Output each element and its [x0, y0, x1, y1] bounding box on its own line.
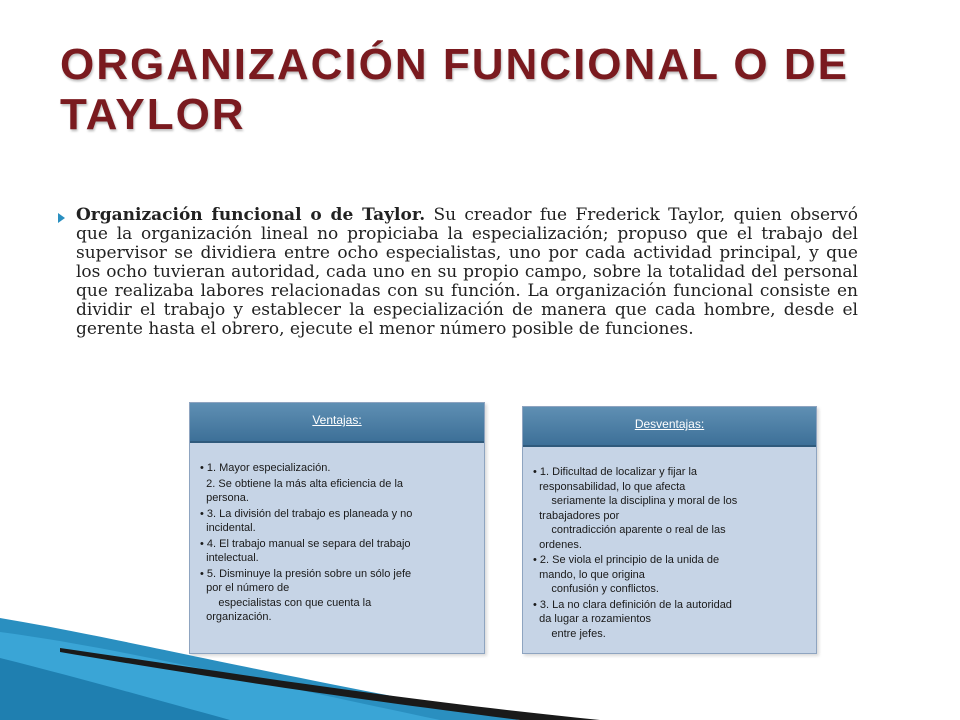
decorative-swoosh	[0, 618, 620, 720]
desventajas-list	[523, 447, 816, 641]
slide-title: ORGANIZACIÓN FUNCIONAL O DE TAYLOR	[60, 40, 849, 139]
bullet-text	[76, 206, 858, 339]
ventajas-item: • 5. Disminuye la presión sobre un sólo jefe por el número de especialistas con que cuenta la organización.	[200, 567, 412, 623]
ventajas-box	[189, 402, 485, 654]
desventajas-item: • 1. Dificultad de localizar y fijar la responsabilidad, lo que afecta seriamente la disciplina y moral de los trabajadores por contradicción aparente o real de las ordenes.	[533, 466, 738, 551]
ventajas-item: • 3. La división del trabajo es planeada y no incidental.	[200, 507, 413, 534]
bullet-lead: Organización funcional o de Taylor.	[76, 205, 426, 225]
bullet-arrow-icon	[58, 213, 65, 223]
bullet-paragraph	[58, 206, 858, 339]
bullet-body: Su creador fue Frederick Taylor, quien observó que la organización lineal no propiciaba la especialización; propuso que el trabajo del supervisor se dividiera entre ocho especialistas, uno por cada actividad principal, y que los ocho tuvieran autoridad, cada uno en su propio campo, sobre la totalidad del personal que realizaba labores relacionadas con su función. La organización funcional consiste en dividir el trabajo y establecer la especialización de manera que cada hombre, desde el gerente hasta el obrero, ejecute el menor número posible de funciones.	[76, 205, 859, 339]
desventajas-box	[522, 406, 817, 654]
ventajas-item: 2. Se obtiene la más alta eficiencia de la persona.	[206, 477, 404, 504]
ventajas-item: • 4. El trabajo manual se separa del trabajo intelectual.	[200, 537, 411, 564]
desventajas-header: Desventajas:	[523, 407, 816, 447]
ventajas-item: • 1. Mayor especialización.	[200, 462, 331, 474]
desventajas-item: • 2. Se viola el principio de la unida de mando, lo que origina confusión y conflictos.	[533, 554, 720, 595]
ventajas-header: Ventajas:	[190, 403, 484, 443]
ventajas-list	[190, 443, 484, 625]
desventajas-item: • 3. La no clara definición de la autoridad da lugar a rozamientos entre jefes.	[533, 598, 732, 640]
